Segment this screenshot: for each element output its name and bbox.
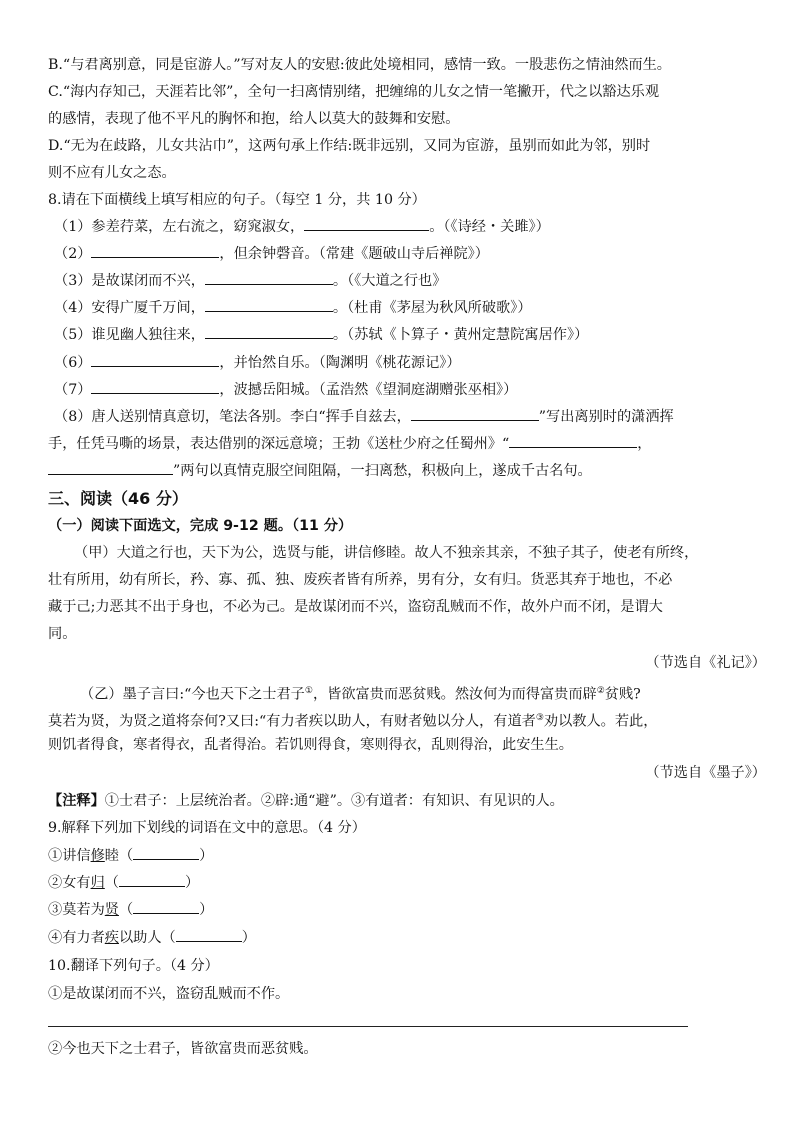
annotation-label: 【注释】 — [48, 793, 105, 809]
q8-item-5-prompt: （5）谁见幽人独往来， — [54, 327, 205, 343]
q8-item-1-source: 。（《诗经・关雎》） — [429, 219, 550, 235]
q8-blank-7[interactable] — [91, 379, 219, 394]
q10-sentence-2: ②今也天下之士君子，皆欲富贵而恶贫贱。 — [48, 1041, 318, 1057]
underlined-word: 修 — [90, 848, 105, 864]
q8-item-3 — [54, 270, 754, 292]
option-d-line2: 则不应有儿女之态。 — [48, 165, 176, 181]
q8-blank-9[interactable] — [509, 433, 637, 448]
option-c-line2: 的感情，表现了他不平凡的胸怀和抱，给人以莫大的鼓舞和安慰。 — [48, 111, 460, 127]
q8-item-6-source: ，并怡然自乐。（陶渊明《桃花源记》） — [219, 355, 461, 371]
q8-item-3-source: 。（《大道之行也》 — [332, 273, 447, 289]
footnote-ref-2: ② — [596, 686, 605, 696]
q8-item-8-cont2: 手，任凭马嘶的场景，表达借别的深远意境；王勃《送杜少府之任蜀州》“ — [48, 436, 510, 452]
option-d-line1: D.“无为在歧路，儿女共沾巾”，这两句承上作结:既非远别，又同为宦游，虽别而如此为邻，别时 — [48, 138, 651, 154]
q8-blank-8[interactable] — [411, 406, 539, 421]
q8-blank-10[interactable] — [48, 460, 173, 475]
q9-title: 9.解释下列加下划线的词语在文中的意思。（4 分） — [48, 820, 366, 836]
option-c-line1: C.“海内存知己，天涯若比邻”，全句一扫离情别绪，把缠绵的儿女之情一笔撇开，代之以豁达乐观 — [48, 84, 660, 100]
q8-item-8-cont: ”写出离别时的潇洒挥 — [538, 409, 674, 425]
q8-item-2-prompt: （2） — [54, 246, 92, 262]
passage-jia-line3: 藏于己;力恶其不出于身也，不必为己。是故谋闭而不兴，盗窃乱贼而不作，故外户而不闭，是谓大 — [48, 599, 663, 615]
passage-yi-text: （乙）墨子言曰:“今也天下之士君子 — [80, 686, 305, 703]
q8-item-7-prompt: （7） — [54, 382, 92, 398]
q8-blank-5[interactable] — [205, 324, 333, 339]
q8-item-5-source: 。（苏轼《卜算子・黄州定慧院寓居作》） — [332, 327, 589, 343]
q8-item-2 — [54, 243, 754, 265]
q10-answer-line-1[interactable] — [48, 1026, 688, 1027]
q9-item-4: ④有力者疾以助人（ ） — [48, 927, 748, 949]
q8-item-8-end: ”两句以真情克服空间阻隔，一扫离愁，积极向上，遂成千古名句。 — [173, 463, 592, 479]
q9-item-2: ②女有归（ ） — [48, 872, 748, 894]
q8-item-5 — [54, 324, 754, 346]
q8-blank-1[interactable] — [304, 216, 429, 231]
passage-yi-line1 — [80, 680, 780, 706]
passage-yi-text: 劝以教人。若此， — [543, 713, 658, 730]
source-mozi: （节选自《墨子》） — [645, 765, 766, 781]
passage-yi-line3: 则饥者得食，寒者得衣，乱者得治。若饥则得食，寒则得衣，乱则得治，此安生生。 — [48, 737, 573, 753]
passage-yi-text: 莫若为贤，为贤之道将奈何?又曰:“有力者疾以助人，有财者勉以分人，有道者 — [48, 713, 536, 730]
q8-item-1 — [54, 216, 754, 238]
passage-yi-text: ，皆欲富贵而恶贫贱。然汝何为而得富贵而辟 — [312, 686, 597, 703]
passage-jia-line1: （甲）大道之行也，天下为公，选贤与能，讲信修睦。故人不独亲其亲，不独子其子，使老有所终， — [74, 545, 699, 561]
q9-answer-1[interactable] — [133, 845, 199, 860]
passage-jia-line4: 同。 — [48, 626, 77, 642]
q8-item-8-line1 — [54, 406, 754, 428]
footnote-ref-3: ③ — [535, 713, 544, 723]
q8-item-7 — [54, 379, 754, 401]
underlined-word: 贤 — [104, 902, 119, 918]
q8-blank-6[interactable] — [91, 352, 219, 367]
q8-item-4-source: 。（杜甫《茅屋为秋风所破歌》） — [332, 300, 532, 316]
q8-item-8-line3 — [48, 460, 748, 482]
q9-answer-3[interactable] — [133, 899, 199, 914]
q8-item-6 — [54, 352, 754, 374]
option-b: B.“与君离别意，同是宦游人。”写对友人的安慰:彼此处境相同，感情一致。一股悲伤之情油然而生。 — [48, 57, 671, 73]
underlined-word: 疾 — [104, 930, 119, 946]
source-liji: （节选自《礼记》） — [645, 655, 766, 671]
annotation — [48, 790, 748, 812]
q8-item-7-source: ，波撼岳阳城。（孟浩然《望洞庭湖赠张巫相》） — [219, 382, 518, 398]
section-3-title: 三、阅读（46 分） — [48, 489, 188, 508]
q8-item-3-prompt: （3）是故谋闭而不兴， — [54, 273, 205, 289]
q8-item-4-prompt: （4）安得广厦千万间， — [54, 300, 205, 316]
q9-item-3: ③莫若为贤（ ） — [48, 899, 748, 921]
section-3-part1-title: （一）阅读下面选文，完成 9-12 题。（11 分） — [48, 518, 353, 534]
q8-item-8-line2: 手，任凭马嘶的场景，表达借别的深远意境；王勃《送杜少府之任蜀州》“ ， — [48, 433, 748, 455]
q9-item-1: ①讲信修睦（ ） — [48, 845, 748, 867]
q8-item-8-prompt: （8）唐人送别情真意切，笔法各别。李白“挥手自兹去， — [54, 409, 411, 425]
q8-item-2-source: ，但余钟磬音。（常建《题破山寺后禅院》） — [219, 246, 489, 262]
q9-answer-4[interactable] — [176, 927, 242, 942]
q8-blank-4[interactable] — [205, 297, 333, 312]
q9-answer-2[interactable] — [119, 872, 185, 887]
q8-blank-3[interactable] — [205, 270, 333, 285]
q10-title: 10.翻译下列句子。（4 分） — [48, 958, 219, 974]
annotation-text: ①士君子：上层统治者。②辟:通“避”。③有道者：有知识、有见识的人。 — [104, 793, 564, 809]
passage-yi-line2 — [48, 707, 748, 733]
q8-item-1-prompt: （1）参差荇菜，左右流之，窈窕淑女， — [54, 219, 305, 235]
q8-item-4 — [54, 297, 754, 319]
underlined-word: 归 — [90, 875, 105, 891]
q8-item-6-prompt: （6） — [54, 355, 92, 371]
q8-blank-2[interactable] — [91, 243, 219, 258]
passage-jia-line2: 壮有所用，幼有所长，矜、寡、孤、独、废疾者皆有所养，男有分，女有归。货恶其弃于地也，不必 — [48, 572, 673, 588]
q8-title: 8.请在下面横线上填写相应的句子。（每空 1 分，共 10 分） — [48, 192, 426, 208]
passage-yi-text: 贫贱? — [604, 686, 641, 703]
footnote-ref-1: ① — [304, 686, 313, 696]
q10-sentence-1: ①是故谋闭而不兴，盗窃乱贼而不作。 — [48, 986, 290, 1002]
